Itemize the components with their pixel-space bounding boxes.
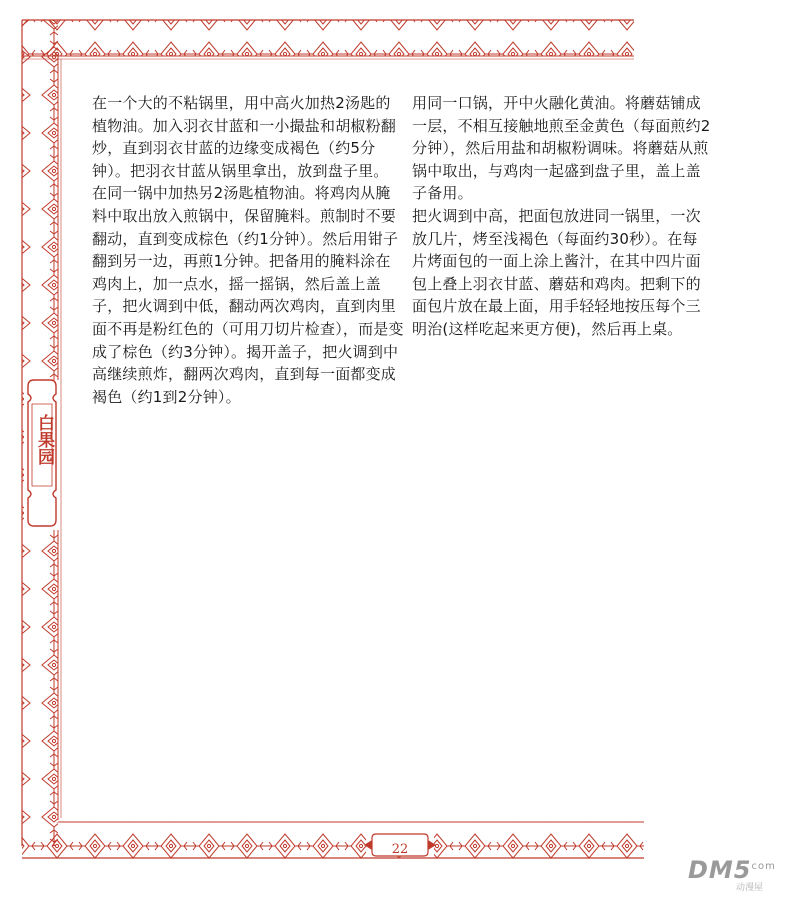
- paragraph-cook-kale: 在一个大的不粘锅里，用中高火加热2汤匙的植物油。加入羽衣甘蓝和一小撮盐和胡椒粉翻炒，直到羽衣甘蓝的边缘变成褐色（约5分钟）。把羽衣甘蓝从锅里拿出，放到盘子里。: [92, 94, 397, 180]
- watermark-subtitle: 动漫屋: [736, 883, 764, 893]
- paragraph-cook-mushrooms: 用同一口锅，开中火融化黄油。将蘑菇铺成一层，不相互接触地煎至金黄色（每面煎约2分钟），然后用盐和胡椒粉调味。将蘑菇从煎锅中取出，与鸡肉一起盛到盘子里，盖上盖子备用。: [412, 94, 711, 203]
- bottom-border: [22, 822, 644, 858]
- paragraph-cook-chicken: 在同一锅中加热另2汤匙植物油。将鸡肉从腌料中取出放入煎锅中，保留腌料。煎制时不要翻动，直到变成棕色（约1分钟）。然后用钳子翻到另一边，再煎1分钟。把备用的腌料涂在鸡肉上，加一点水，摇一摇锅，然后盖上盖子，把火调到中低，翻动两次鸡肉，直到肉里面不再是粉红色的（可用刀切片检查），而是变成了棕色（约3分钟）。揭开盖子，把火调到中高继续煎炸，翻两次鸡肉，直到每一面都变成褐色（约1到2分钟）。: [92, 184, 404, 406]
- paragraph-assemble-sandwich: 把火调到中高，把面包放进同一锅里，一次放几片，烤至浅褐色（每面约30秒）。在每片烤面包的一面上涂上酱汁，在其中四片面包上叠上羽衣甘蓝、蘑菇和鸡肉。把剩下的面包片放在最上面，用手轻轻地按压每个三明治(这样吃起来更方便)，然后再上桌。: [412, 206, 701, 338]
- page-number: 22: [391, 842, 409, 857]
- top-border: [22, 20, 634, 59]
- side-label: 白果园: [34, 414, 54, 465]
- right-text-column: [412, 92, 712, 341]
- left-text-column: [92, 92, 404, 408]
- watermark-logo-suffix: com: [751, 861, 776, 872]
- watermark-logo-text: DM5: [688, 856, 752, 884]
